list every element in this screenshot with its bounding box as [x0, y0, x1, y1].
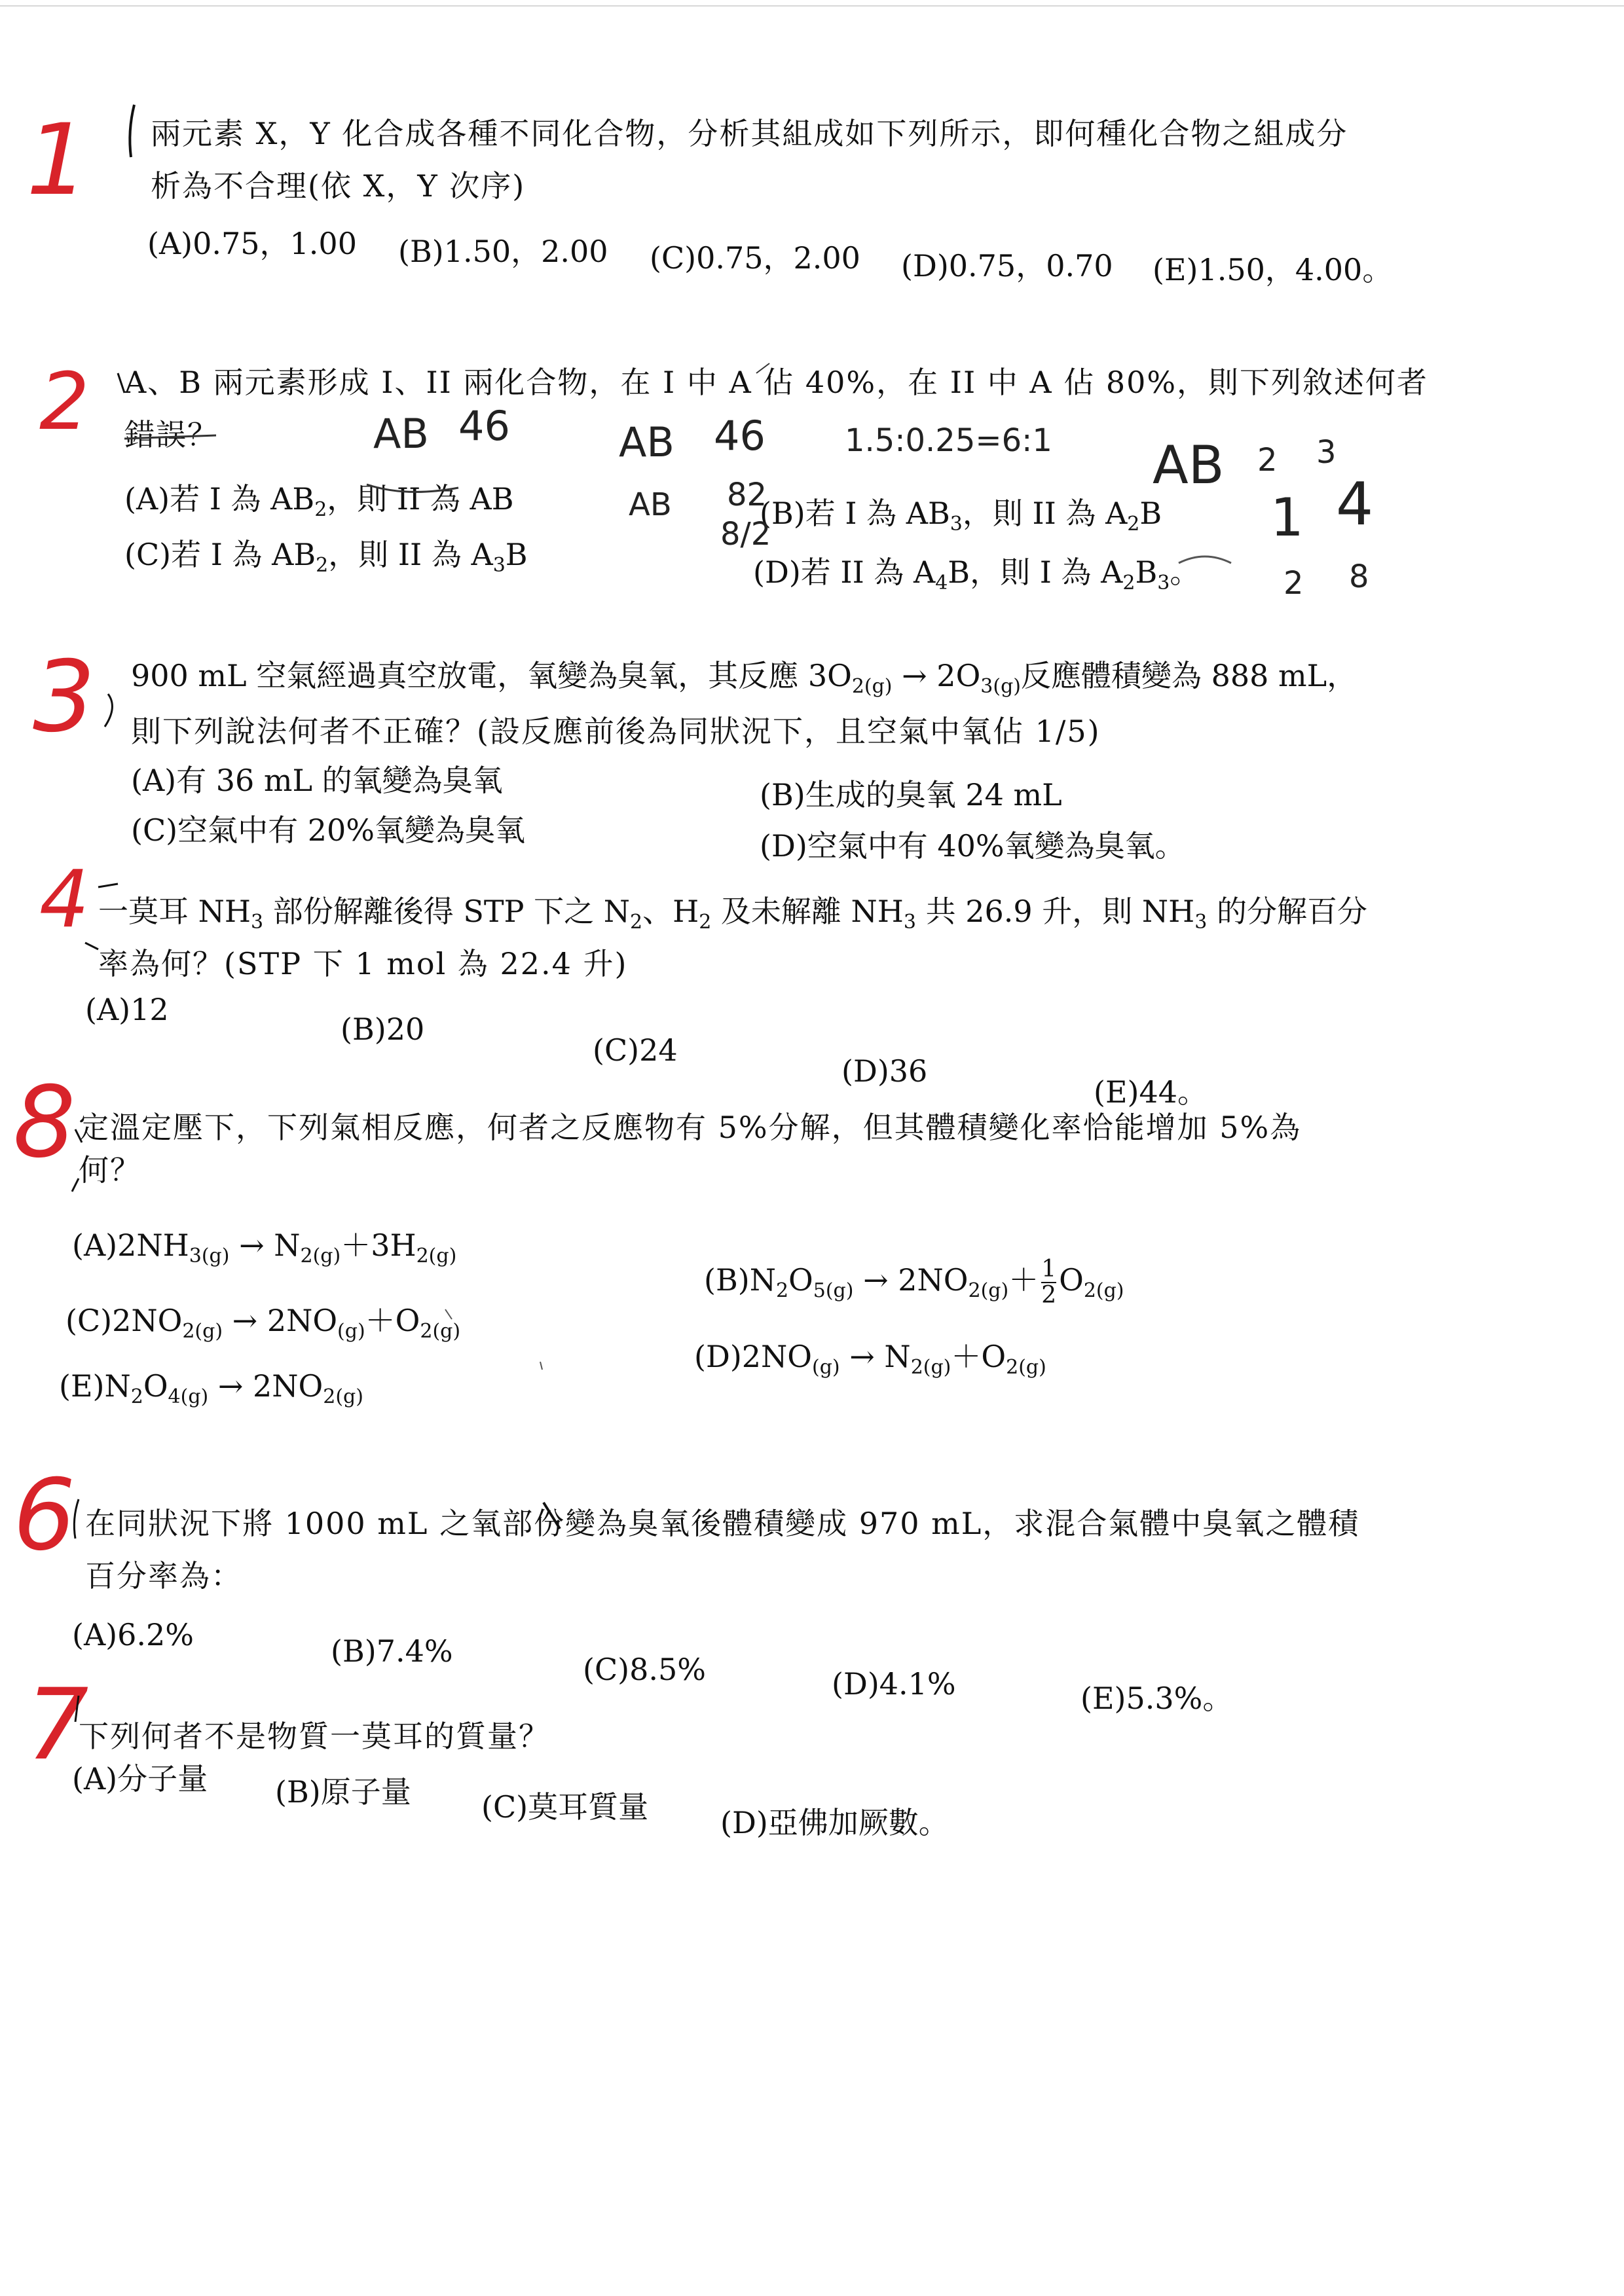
q2-handwriting-1: 1 — [1270, 487, 1304, 548]
q8-stem-line2: 何？ — [79, 1152, 141, 1188]
q8-option-b: $(B)N_2O_{5(g)} \to 2NO_{2(g)}+$ $\frac{1}{2}$ $O_{2(g)}$ — [704, 1256, 1124, 1309]
q2-handwriting-ratio: 1.5:0.25=6:1 — [845, 422, 1052, 459]
q1-option-b: (B)1.50，2.00 — [398, 234, 608, 269]
q3-option-b: (B)生成的臭氧 24 mL — [760, 777, 1062, 812]
q2-option-b: (B)若 I 為 $AB_3$，則 II 為 $A_2B$ — [760, 496, 1162, 536]
q1-option-e: (E)1.50，4.00。 — [1153, 252, 1393, 287]
q8-stem-line1: 定溫定壓下，下列氣相反應，何者之反應物有 5%分解，但其體積變化率恰能增加 5%為 — [79, 1110, 1302, 1145]
red-number-5: 8 — [13, 1066, 76, 1180]
q4-option-c: (C)24 — [593, 1032, 678, 1068]
red-number-4: 4 — [39, 854, 90, 945]
q8-option-d: $(D)2NO_{(g)} \to N_{2(g)}+O_{2(g)}$ — [694, 1339, 1046, 1379]
q6-option-a: (A)6.2% — [72, 1617, 194, 1652]
q6-stem-line2: 百分率為： — [85, 1558, 242, 1594]
q4-option-b: (B)20 — [341, 1011, 425, 1047]
q6-option-d: (D)4.1% — [832, 1666, 956, 1702]
q6-stem-line1: 在同狀況下將 1000 mL 之氧部份變為臭氧後體積變成 970 mL，求混合氣體中臭氧之體積 — [85, 1506, 1360, 1541]
red-number-2: 2 — [39, 357, 90, 448]
q6-option-e: (E)5.3%。 — [1080, 1681, 1233, 1716]
q1-option-d: (D)0.75，0.70 — [901, 248, 1113, 283]
q2-handwriting-82: 82 — [727, 477, 767, 513]
q2-handwriting-2b: 2 — [1283, 565, 1304, 602]
q2-option-c: (C)若 I 為 $AB_2$，則 II 為 $A_3B$ — [124, 537, 528, 577]
q8-option-c: $(C)2NO_{2(g)} \to 2NO_{(g)}+O_{2(g)}$ — [65, 1303, 461, 1343]
q2-handwriting-2: 2 — [1257, 442, 1278, 479]
q1-stem-line2: 析為不合理(依 X，Y 次序) — [151, 168, 526, 204]
q8-option-b-fraction: $\frac{1}{2}$ — [1041, 1256, 1057, 1309]
q4-option-d: (D)36 — [841, 1053, 928, 1089]
q3-option-d: (D)空氣中有 40%氧變為臭氧。 — [760, 828, 1185, 864]
q2-handwriting-46-1: 46 — [458, 402, 510, 450]
red-number-6: 6 — [13, 1459, 76, 1573]
q4-stem-line2: 率為何？(STP 下 1 mol 為 22.4 升) — [98, 946, 628, 981]
q6-option-c: (C)8.5% — [583, 1652, 706, 1687]
q2-stem-line1: A、B 兩元素形成 I、II 兩化合物，在 I 中 A 佔 40%，在 II 中 A 佔 80%，則下列敘述何者 — [124, 365, 1429, 400]
q1-option-a: (A)0.75，1.00 — [147, 226, 357, 261]
q2-handwriting-ab-2: AB — [619, 418, 674, 466]
q7-option-d: (D)亞佛加厥數。 — [720, 1805, 949, 1840]
q2-handwriting-ab-4: AB — [629, 486, 672, 523]
red-number-3: 3 — [33, 640, 96, 754]
q7-option-a: (A)分子量 — [72, 1761, 208, 1796]
q2-handwriting-46-2: 46 — [714, 412, 766, 460]
q3-option-a: (A)有 36 mL 的氧變為臭氧 — [131, 763, 503, 798]
q2-handwriting-3: 3 — [1316, 434, 1337, 471]
red-number-7: 7 — [26, 1668, 89, 1782]
q2-option-a: (A)若 I 為 $AB_2$，則 II 為 AB — [124, 481, 514, 522]
q2-handwriting-ab-1: AB — [373, 410, 429, 458]
q7-option-b: (B)原子量 — [275, 1774, 411, 1810]
q7-stem: 下列何者不是物質一莫耳的質量？ — [79, 1719, 550, 1754]
q2-stem-line2: 錯誤？ — [124, 417, 219, 452]
q6-option-b: (B)7.4% — [331, 1633, 453, 1669]
q4-option-a: (A)12 — [85, 992, 169, 1027]
q3-stem-line2: 則下列說法何者不正確？(設反應前後為同狀況下，且空氣中氧佔 1/5) — [131, 714, 1101, 749]
q7-option-c: (C)莫耳質量 — [481, 1789, 649, 1825]
q2-handwriting-ab-3: AB — [1153, 435, 1225, 496]
q3-stem-line1: 900 mL 空氣經過真空放電，氧變為臭氧，其反應 $3O_{2(g)} \to 2O_{3(g)}$反應體積變為 888 mL， — [131, 658, 1357, 699]
q2-handwriting-8: 8 — [1349, 558, 1369, 595]
q2-handwriting-4: 4 — [1336, 470, 1374, 539]
q2-handwriting-8-2: 8/2 — [720, 516, 771, 553]
q8-option-a: $(A)2NH_{3(g)} \to N_{2(g)}+3H_{2(g)}$ — [72, 1228, 457, 1268]
q1-option-c: (C)0.75，2.00 — [650, 240, 860, 276]
q1-stem-line1: 兩元素 X，Y 化合成各種不同化合物，分析其組成如下列所示，即何種化合物之組成分 — [151, 116, 1348, 151]
q4-option-e: (E)44。 — [1094, 1074, 1208, 1110]
red-number-1: 1 — [26, 103, 89, 217]
q4-stem-line1: 一莫耳 $NH_3$ 部份解離後得 STP 下之 $N_2$、$H_2$ 及未解離 $NH_3$ 共 26.9 升，則 $NH_3$ 的分解百分 — [98, 894, 1367, 934]
q3-option-c: (C)空氣中有 20%氧變為臭氧 — [131, 812, 525, 848]
q2-option-d: (D)若 II 為 $A_4B$，則 I 為 $A_2B_3$。 — [753, 555, 1200, 595]
q8-option-e: $(E)N_2O_{4(g)} \to 2NO_{2(g)}$ — [59, 1368, 363, 1409]
